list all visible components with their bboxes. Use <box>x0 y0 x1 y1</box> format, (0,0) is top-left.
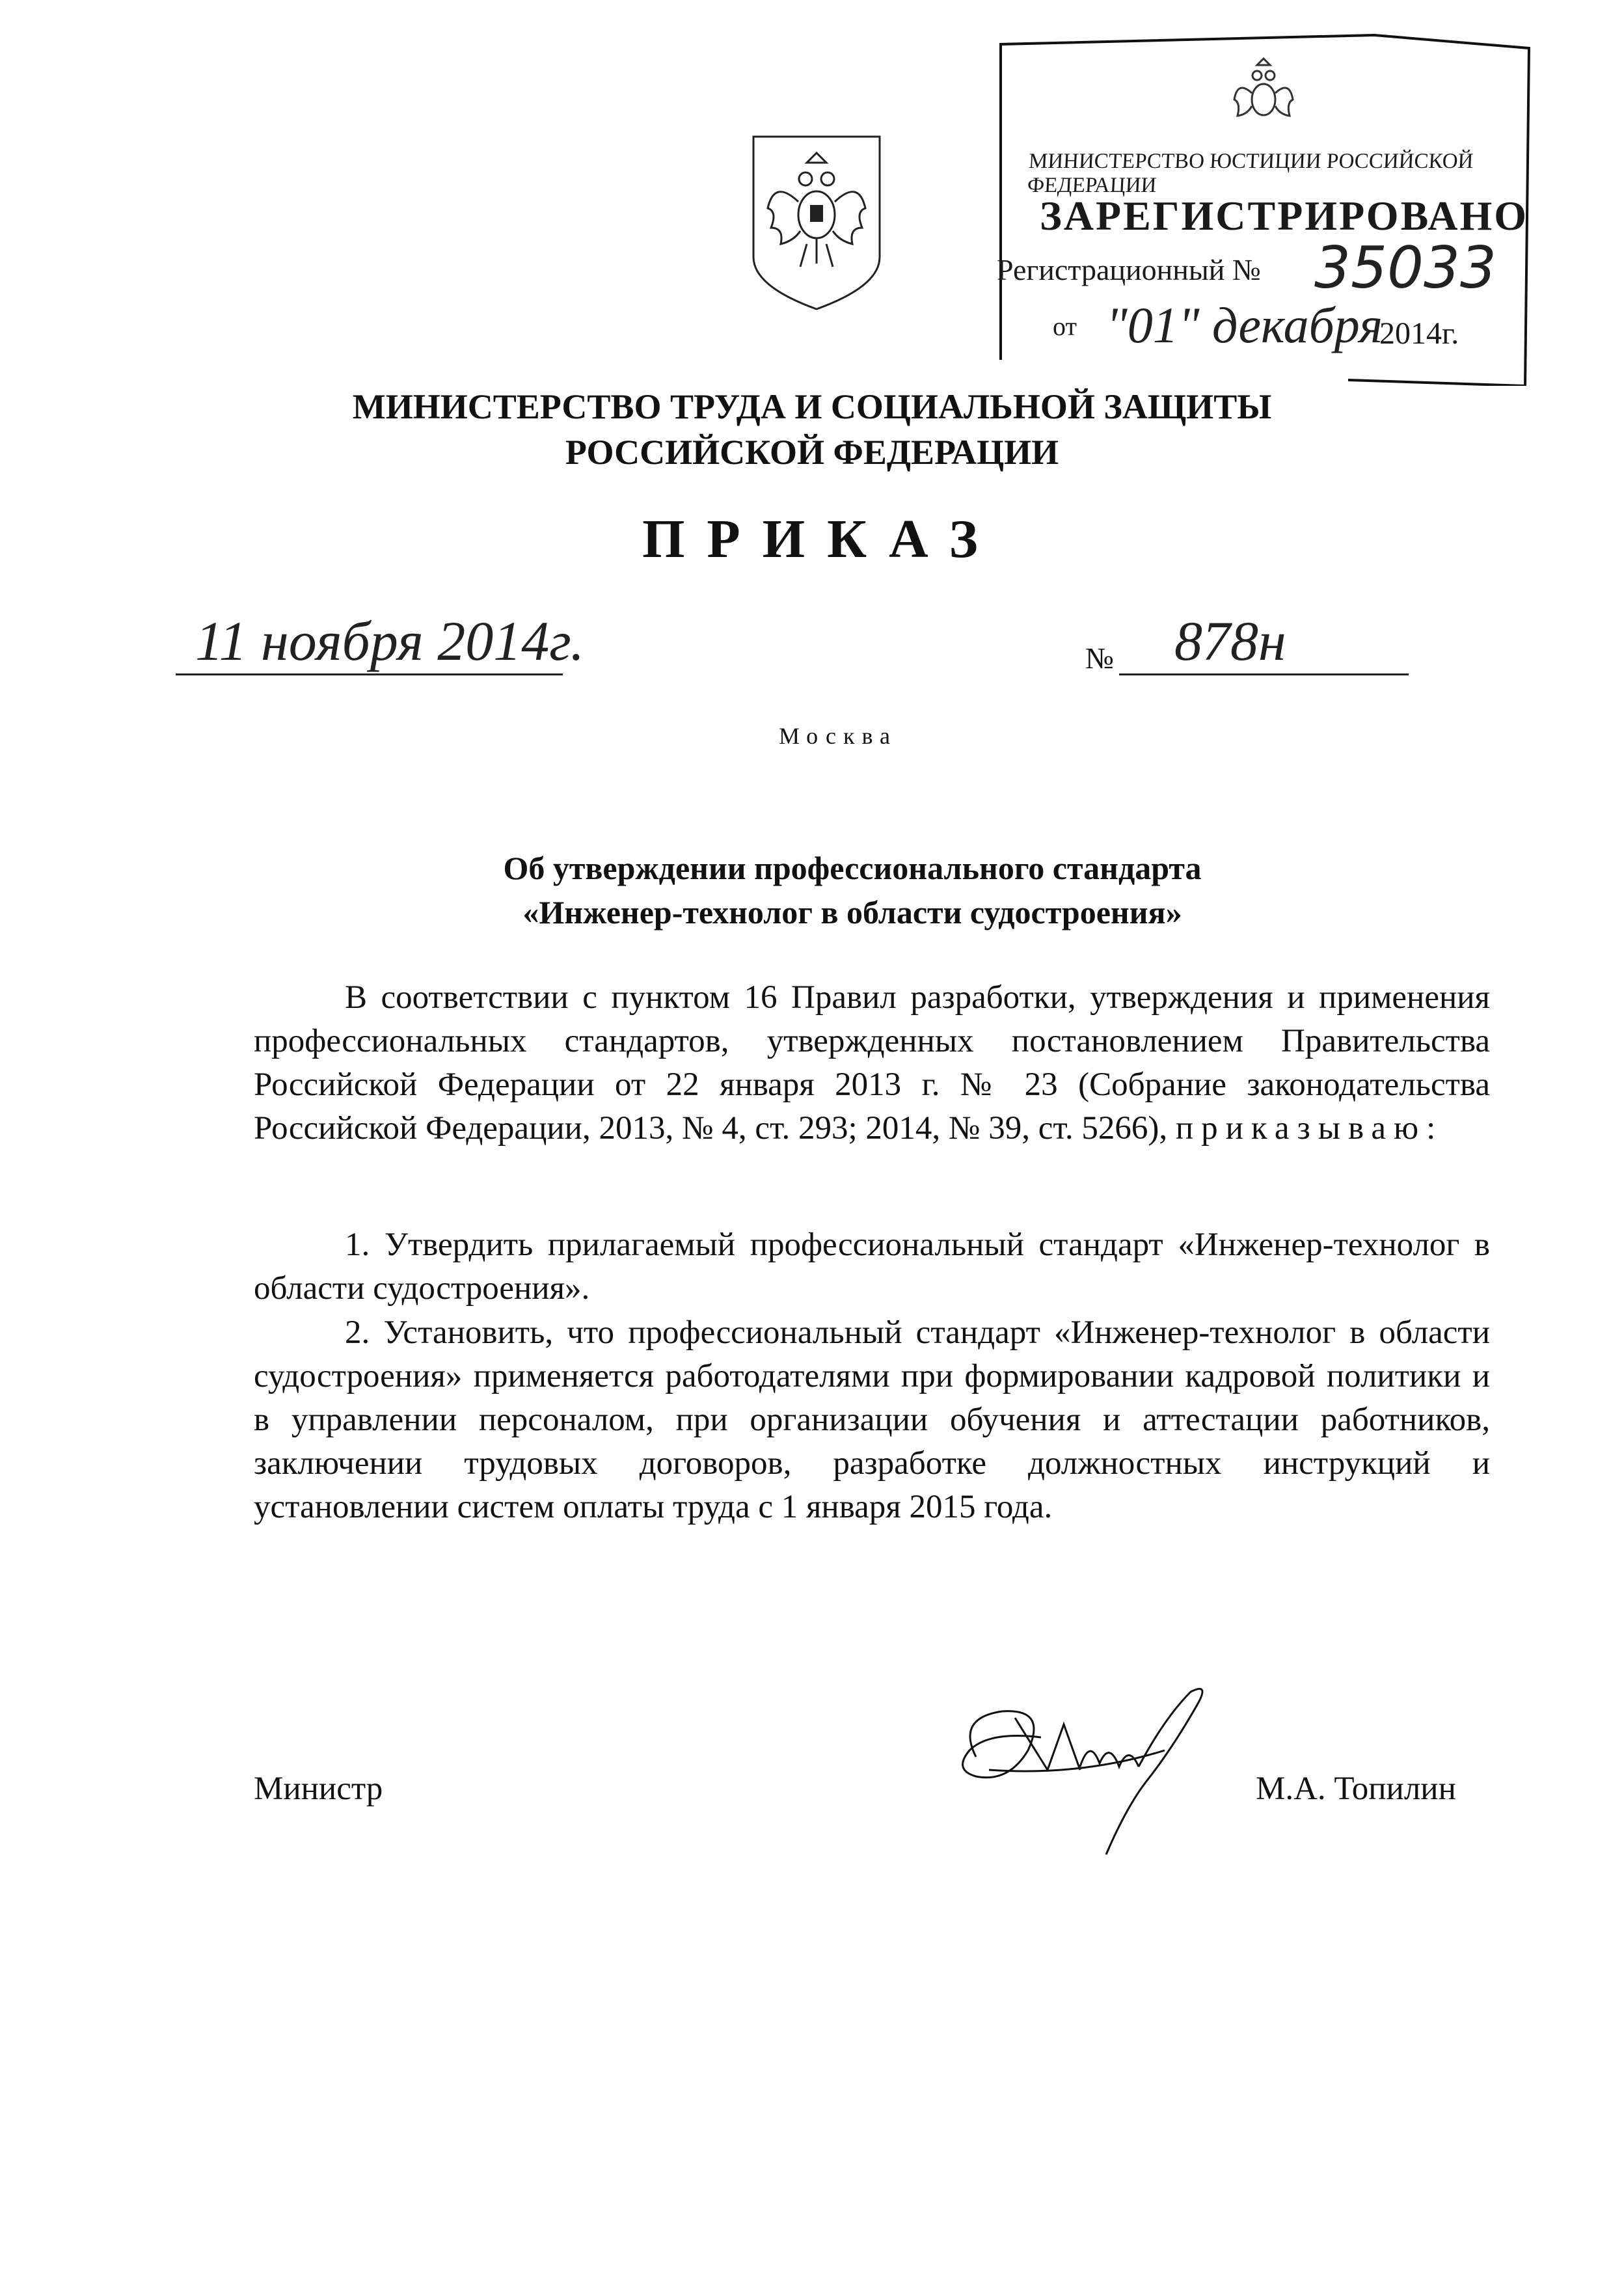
stamp-date: "01" декабря <box>1106 297 1383 353</box>
order-number: 878н <box>1174 610 1286 672</box>
stamp-reg-number-label: Регистрационный № <box>997 253 1261 286</box>
ministry-name <box>0 384 1624 475</box>
stamp-reg-number: 35033 <box>1314 234 1496 301</box>
title-line-1: Об утверждении профессионального стандарта <box>503 850 1202 886</box>
stamp-ministry: МИНИСТЕРСТВО ЮСТИЦИИ РОССИЙСКОЙ ФЕДЕРАЦИИ <box>1027 150 1474 197</box>
title-line-2: «Инженер-технолог в области судостроения» <box>522 894 1182 930</box>
preamble-command: приказываю: <box>1175 1110 1444 1147</box>
ministry-line-1: МИНИСТЕРСТВО ТРУДА И СОЦИАЛЬНОЙ ЗАЩИТЫ <box>352 387 1272 426</box>
handwritten-signature-icon <box>950 1679 1236 1868</box>
document-type: ПРИКАЗ <box>642 509 1000 569</box>
signer-position: Министр <box>254 1771 383 1807</box>
number-label: № <box>1085 642 1114 675</box>
stamp-year: 2014г. <box>1379 316 1459 351</box>
city: Москва <box>779 723 897 749</box>
ministry-line-2: РОССИЙСКОЙ ФЕДЕРАЦИИ <box>565 433 1059 472</box>
preamble-text: В соответствии с пунктом 16 Правил разработки, утверждения и применения профессиональных стандартов, утвержденных постановлением Правительства Российской Федерации от 22 января 2013 г. № 23 (Собрание законодательства Российской Федерации, 2013, № 4, ст. 293; 2014, № 39, ст. 5266), <box>254 979 1490 1147</box>
stamp-registered: ЗАРЕГИСТРИРОВАНО <box>1040 193 1528 239</box>
order-date: 11 ноября 2014г. <box>195 610 585 672</box>
paragraph-item-2: 2. Установить, что профессиональный стандарт «Инженер-технолог в области судостроения» применяется работодателями при формировании кадровой политики и в управлении персоналом, при организации обучения и аттестации работников, заключении трудовых договоров, разработке должностных инструкций и установлении систем оплаты труда с 1 января 2015 года. <box>254 1314 1490 1525</box>
document-title <box>195 846 1509 934</box>
paragraph-preamble <box>254 976 1490 1150</box>
signer-name: М.А. Топилин <box>1256 1771 1456 1807</box>
coat-of-arms-icon <box>748 133 885 312</box>
paragraph-item-1: 1. Утвердить прилагаемый профессиональный стандарт «Инженер-технолог в области судостроения». <box>254 1227 1490 1307</box>
stamp-date-prefix: от <box>1053 312 1077 341</box>
stamp-emblem-icon <box>1234 59 1293 116</box>
number-underline <box>1119 673 1409 675</box>
date-underline <box>176 673 563 675</box>
